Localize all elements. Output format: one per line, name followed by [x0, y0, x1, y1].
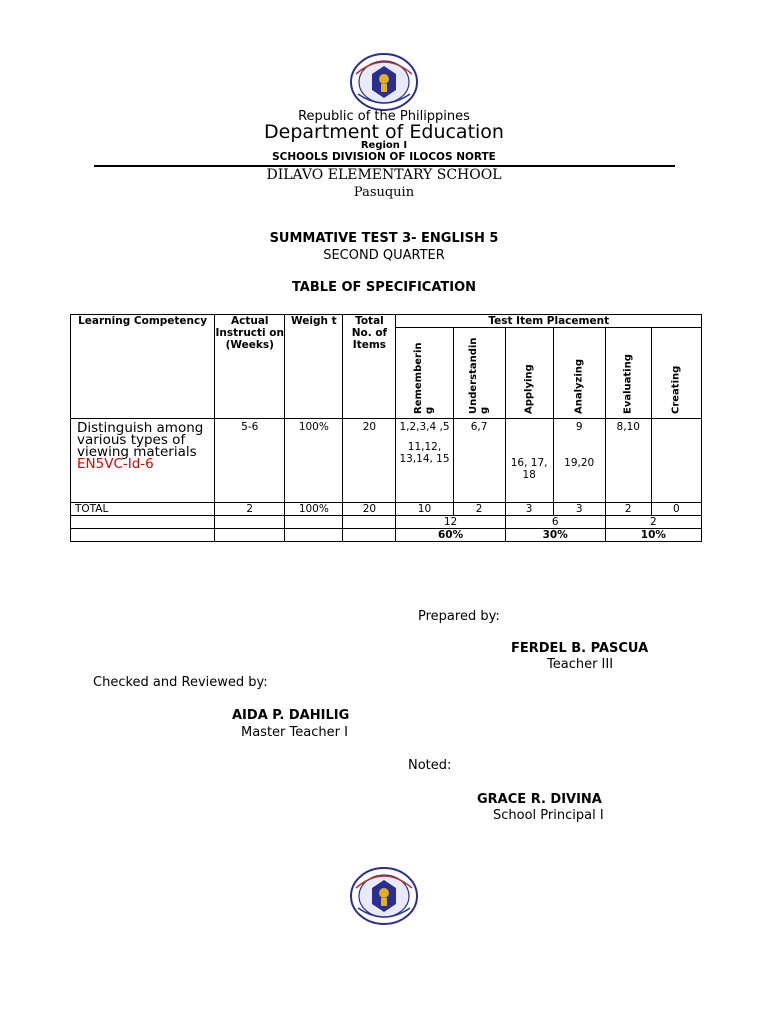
weight-cell: 100%	[285, 419, 343, 503]
items-cell: 20	[343, 419, 396, 503]
noted-name: GRACE R. DIVINA	[477, 792, 602, 807]
checked-label: Checked and Reviewed by:	[93, 675, 268, 690]
header-understanding: Understandin g	[453, 328, 505, 419]
competency-cell	[71, 419, 215, 503]
checked-title: Master Teacher I	[241, 725, 348, 740]
school-name: DILAVO ELEMENTARY SCHOOL	[266, 167, 502, 183]
deped-seal-top	[348, 52, 420, 112]
table-row	[71, 419, 702, 503]
noted-title: School Principal I	[493, 808, 604, 823]
republic-text: Republic of the Philippines	[298, 109, 470, 124]
division-text: SCHOOLS DIVISION OF ILOCOS NORTE	[272, 151, 496, 163]
analyzing-cell: 9 19,20	[553, 419, 605, 503]
group-sum-row: 12 6 2	[71, 516, 702, 529]
header-actual-weeks: Actual Instructi on (Weeks)	[215, 315, 285, 419]
department-title: Department of Education	[264, 121, 504, 143]
prepared-label: Prepared by:	[418, 609, 500, 624]
weeks-cell: 5-6	[215, 419, 285, 503]
creating-cell	[651, 419, 701, 503]
remembering-cell: 1,2,3,4 ,5 11,12, 13,14, 15	[396, 419, 453, 503]
header-applying: Applying	[505, 328, 553, 419]
tos-title: TABLE OF SPECIFICATION	[291, 280, 477, 295]
header-test-item-placement: Test Item Placement	[396, 315, 702, 328]
header-total-items: Total No. of Items	[343, 315, 396, 419]
header-remembering: Rememberin g	[396, 328, 453, 419]
deped-seal-bottom	[348, 866, 420, 926]
test-title: SUMMATIVE TEST 3- ENGLISH 5	[269, 231, 499, 246]
applying-cell: 16, 17, 18	[505, 419, 553, 503]
quarter-text: SECOND QUARTER	[323, 248, 445, 263]
evaluating-cell: 8,10	[605, 419, 651, 503]
competency-text: Distinguish among various types of viewing materials	[77, 420, 204, 460]
understanding-cell: 6,7	[453, 419, 505, 503]
specification-table	[70, 314, 702, 542]
checked-name: AIDA P. DAHILIG	[232, 708, 350, 723]
header-weight: Weigh t	[285, 315, 343, 419]
noted-label: Noted:	[408, 758, 452, 773]
region-text: Region I	[360, 140, 408, 151]
header-creating: Creating	[651, 328, 701, 419]
header-evaluating: Evaluating	[605, 328, 651, 419]
total-row: TOTAL 2 100% 20 10 2 3 3 2 0	[71, 503, 702, 516]
prepared-title: Teacher III	[547, 657, 614, 672]
percent-row: 60% 30% 10%	[71, 529, 702, 542]
prepared-name: FERDEL B. PASCUA	[511, 641, 649, 656]
town-name: Pasuquin	[353, 185, 415, 200]
header-competency: Learning Competency	[71, 315, 215, 419]
header-analyzing: Analyzing	[553, 328, 605, 419]
competency-code: EN5VC-Id-6	[77, 456, 154, 472]
